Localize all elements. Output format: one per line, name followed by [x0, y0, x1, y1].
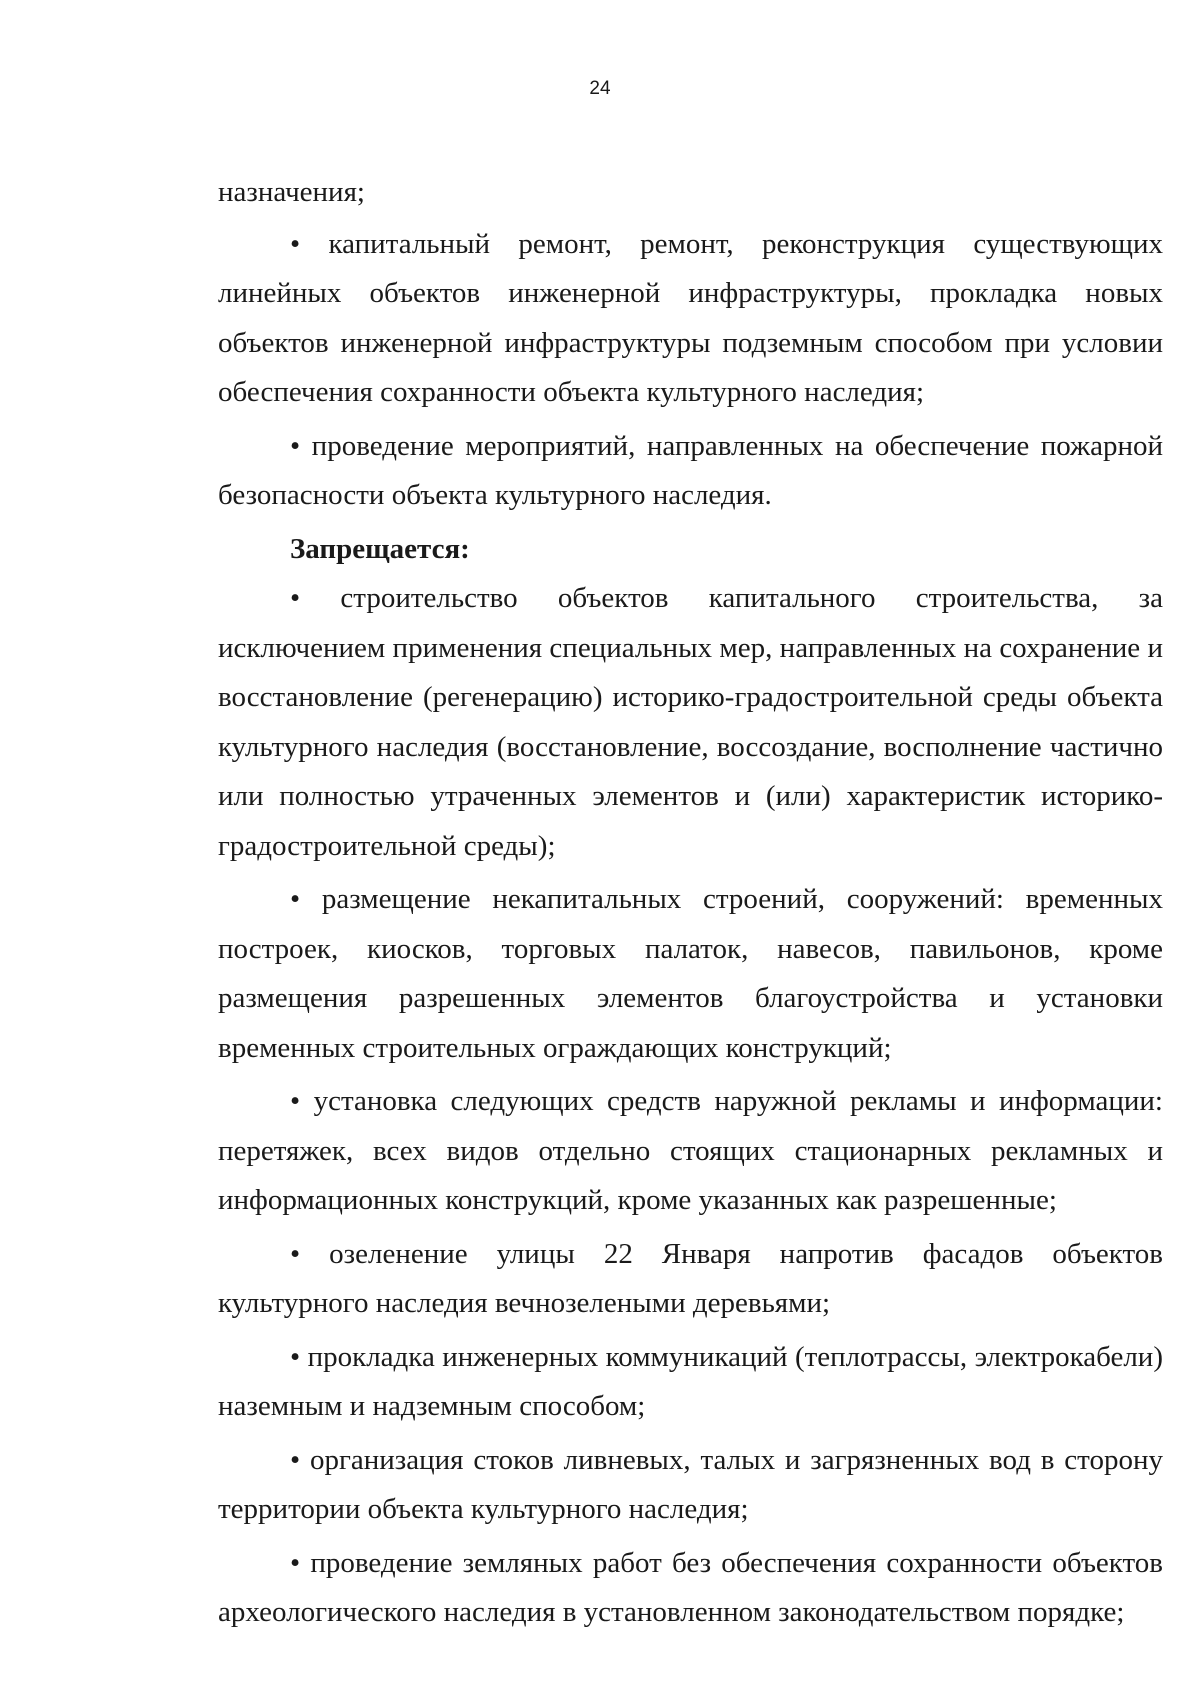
- prohibited-item: • озеленение улицы 22 Января напротив фасадов объектов культурного наследия вечнозелеными деревьями;: [218, 1237, 1163, 1319]
- prohibited-item: • организация стоков ливневых, талых и загрязненных вод в сторону территории объекта культурного наследия;: [218, 1443, 1163, 1525]
- prohibited-item: • строительство объектов капитального строительства, за исключением применения специальных мер, направленных на сохранение и восстановление (регенерацию) историко-градостроительной среды объекта культурного наследия (восстановление, воссоздание, восполнение частично или полностью утраченных элементов и (или) характеристик историко-градостроительной среды);: [218, 582, 1163, 862]
- prohibited-item: • установка следующих средств наружной рекламы и информации: перетяжек, всех видов отдельно стоящих стационарных рекламных и информационных конструкций, кроме указанных как разрешенные;: [218, 1085, 1163, 1216]
- section-heading: Запрещается:: [290, 532, 470, 565]
- document-body: [218, 168, 1163, 1638]
- paragraph-continuation: назначения;: [218, 176, 365, 208]
- prohibited-item: • прокладка инженерных коммуникаций (теплотрассы, электрокабели) наземным и надземным способом;: [218, 1340, 1163, 1422]
- permitted-item: • капитальный ремонт, ремонт, реконструкция существующих линейных объектов инженерной инфраструктуры, прокладка новых объектов инженерной инфраструктуры подземным способом при условии обеспечения сохранности объекта культурного наследия;: [218, 227, 1163, 408]
- prohibited-item: • размещение некапитальных строений, сооружений: временных построек, киосков, торговых палаток, навесов, павильонов, кроме размещения разрешенных элементов благоустройства и установки временных строительных ограждающих конструкций;: [218, 883, 1163, 1064]
- permitted-item: • проведение мероприятий, направленных на обеспечение пожарной безопасности объекта культурного наследия.: [218, 429, 1163, 511]
- page-number: 24: [589, 78, 611, 99]
- prohibited-item: • проведение земляных работ без обеспечения сохранности объектов археологического наследия в установленном законодательством порядке;: [218, 1546, 1163, 1628]
